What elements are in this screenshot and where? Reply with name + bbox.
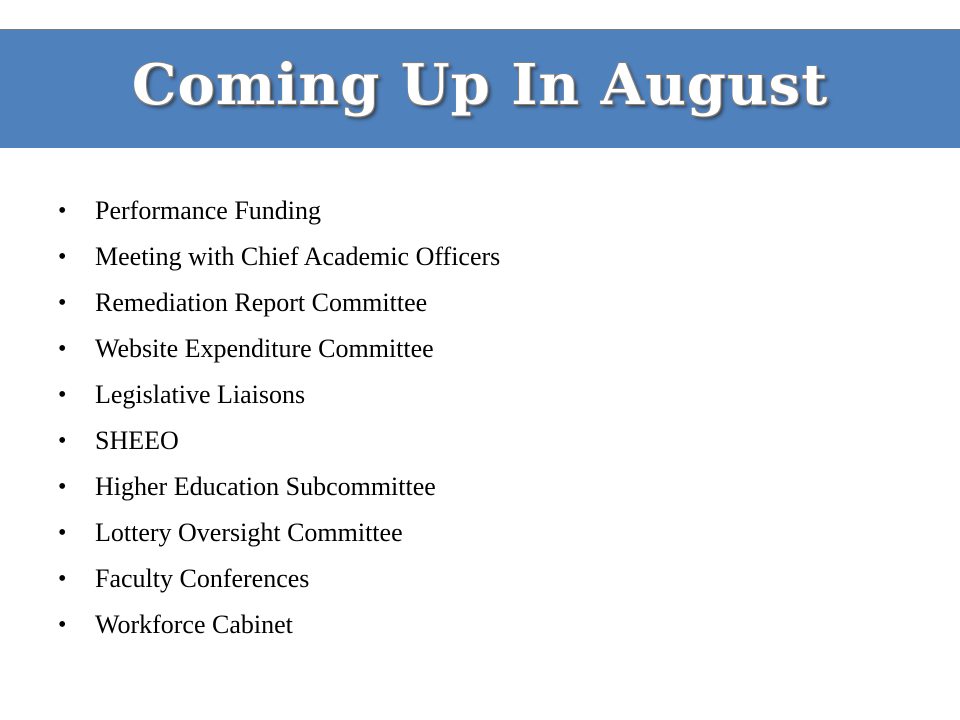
list-item bbox=[0, 418, 960, 464]
bullet-icon: • bbox=[58, 244, 67, 270]
title-band bbox=[0, 29, 960, 148]
list-item-label: Meeting with Chief Academic Officers bbox=[95, 242, 501, 271]
list-item-label: Higher Education Subcommittee bbox=[95, 472, 436, 501]
list-item bbox=[0, 280, 960, 326]
list-item bbox=[0, 372, 960, 418]
bullet-icon: • bbox=[58, 382, 67, 408]
list-item bbox=[0, 556, 960, 602]
list-item bbox=[0, 326, 960, 372]
list-item-label: Legislative Liaisons bbox=[95, 380, 306, 409]
list-item-label: Website Expenditure Committee bbox=[95, 334, 434, 363]
bullet-list bbox=[0, 188, 960, 648]
list-item-label: Performance Funding bbox=[95, 196, 322, 225]
bullet-icon: • bbox=[58, 474, 67, 500]
bullet-icon: • bbox=[58, 198, 67, 224]
bullet-icon: • bbox=[58, 612, 67, 638]
list-item-label: Lottery Oversight Committee bbox=[95, 518, 403, 547]
list-item bbox=[0, 234, 960, 280]
list-item bbox=[0, 510, 960, 556]
list-item-label: Faculty Conferences bbox=[95, 564, 310, 593]
bullet-icon: • bbox=[58, 520, 67, 546]
list-item bbox=[0, 188, 960, 234]
list-item-label: SHEEO bbox=[95, 426, 179, 455]
list-item bbox=[0, 602, 960, 648]
bullet-icon: • bbox=[58, 566, 67, 592]
bullet-icon: • bbox=[58, 428, 67, 454]
slide-title: Coming Up In August bbox=[131, 51, 829, 118]
list-item-label: Remediation Report Committee bbox=[95, 288, 428, 317]
bullet-icon: • bbox=[58, 290, 67, 316]
list-item-label: Workforce Cabinet bbox=[95, 610, 293, 639]
bullet-icon: • bbox=[58, 336, 67, 362]
list-item bbox=[0, 464, 960, 510]
